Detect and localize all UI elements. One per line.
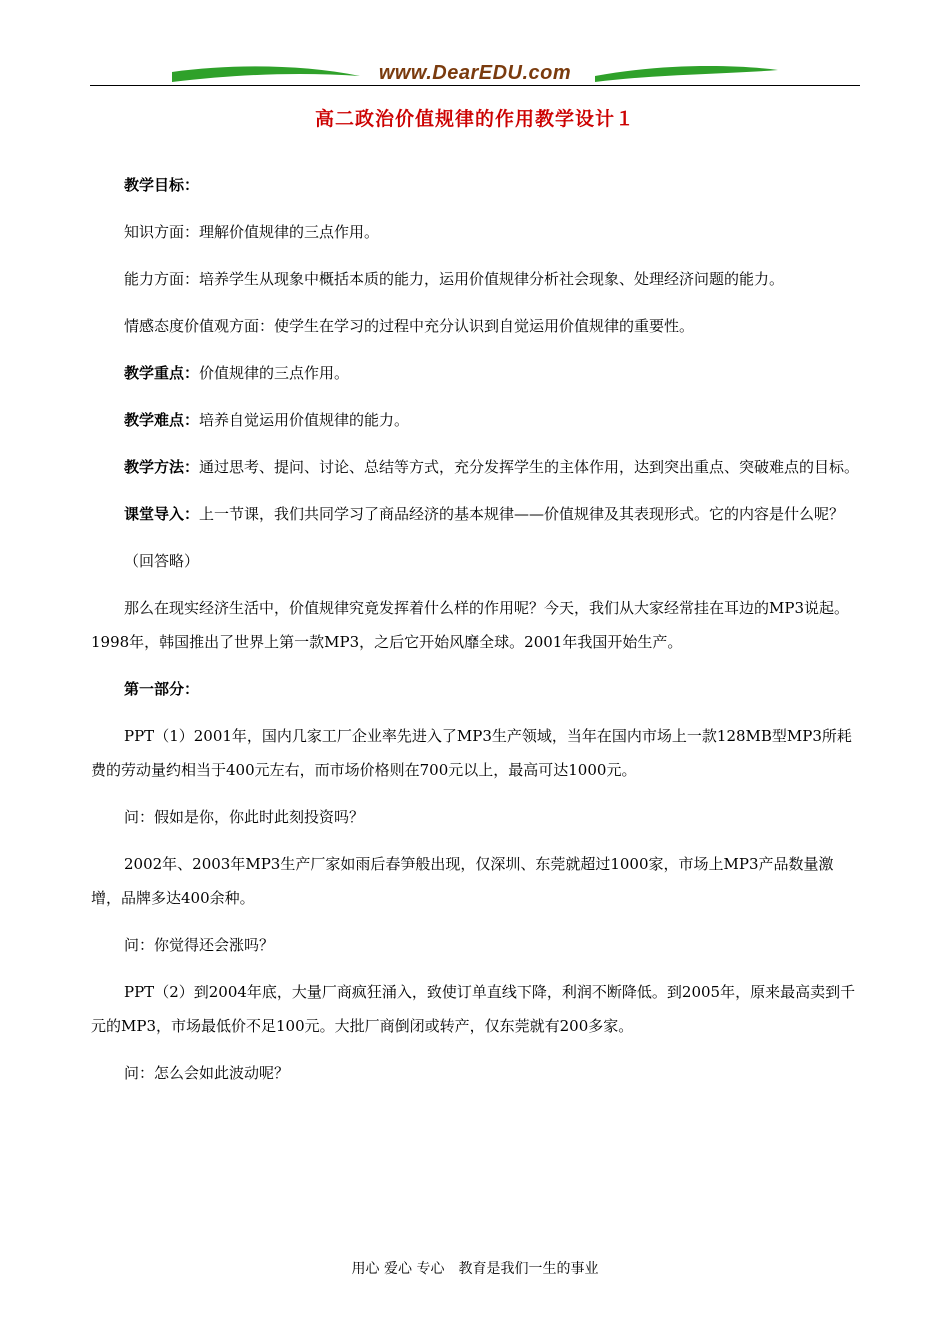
paragraph: [91, 497, 861, 531]
paragraph: [91, 847, 861, 915]
right-swoosh: [595, 66, 778, 82]
paragraph: [91, 168, 861, 202]
logo-text: www.DearEDU.com: [378, 62, 572, 84]
paragraph: [91, 403, 861, 437]
paragraph-label: 教学难点：: [124, 411, 200, 429]
paragraph-text: 能力方面：培养学生从现象中概括本质的能力，运用价值规律分析社会现象、处理经济问题的能力。: [124, 270, 785, 288]
paragraph: [91, 450, 861, 484]
paragraph-text: 知识方面：理解价值规律的三点作用。: [124, 223, 380, 241]
paragraph-text: 上一节课，我们共同学习了商品经济的基本规律——价值规律及其表现形式。它的内容是什么呢？: [199, 505, 845, 523]
page-title: 高二政治价值规律的作用教学设计１: [314, 108, 635, 130]
paragraph: [91, 309, 861, 343]
paragraph-text: 那么在现实经济生活中，价值规律究竟发挥着什么样的作用呢？今天，我们从大家经常挂在耳边的MP3说起。1998年，韩国推出了世界上第一款MP3，之后它开始风靡全球。2001年我国开始生产。: [91, 599, 849, 651]
left-swoosh: [172, 66, 360, 82]
paragraph-text: 问：你觉得还会涨吗？: [124, 936, 275, 954]
paragraph: [91, 544, 861, 578]
paragraph: [91, 800, 861, 834]
paragraph-text: 问：怎么会如此波动呢？: [124, 1064, 290, 1082]
paragraph-text: 2002年、2003年MP3生产厂家如雨后春笋般出现，仅深圳、东莞就超过1000家，市场上MP3产品数量激增，品牌多达400余种。: [91, 855, 834, 907]
paragraph: [91, 262, 861, 296]
document-body: [91, 168, 861, 1090]
paragraph: [91, 356, 861, 390]
paragraph: [91, 975, 861, 1043]
paragraph-label: 教学方法：: [124, 458, 200, 476]
paragraph-label: 课堂导入：: [124, 505, 200, 523]
paragraph-text: 价值规律的三点作用。: [199, 364, 350, 382]
paragraph-label: 教学重点：: [124, 364, 200, 382]
paragraph-text: 通过思考、提问、讨论、总结等方式，充分发挥学生的主体作用，达到突出重点、突破难点的目标。: [199, 458, 860, 476]
paragraph: [91, 928, 861, 962]
paragraph: [91, 1056, 861, 1090]
paragraph-text: PPT（2）到2004年底，大量厂商疯狂涌入，致使订单直线下降，利润不断降低。到2005年，原来最高卖到千元的MP3，市场最低价不足100元。大批厂商倒闭或转产，仅东莞就有200多家。: [91, 983, 856, 1035]
paragraph-label: 第一部分：: [124, 680, 200, 698]
paragraph-label: 教学目标：: [124, 176, 200, 194]
paragraph-text: 问：假如是你，你此时此刻投资吗？: [124, 808, 365, 826]
paragraph: [91, 719, 861, 787]
footer-slogan: 用心 爱心 专心 教育是我们一生的事业: [351, 1261, 599, 1277]
paragraph-text: （回答略）: [124, 552, 200, 570]
site-logo[interactable]: [170, 60, 780, 92]
paragraph: [91, 672, 861, 706]
paragraph: [91, 215, 861, 249]
paragraph-text: 情感态度价值观方面：使学生在学习的过程中充分认识到自觉运用价值规律的重要性。: [124, 317, 695, 335]
paragraph: [91, 591, 861, 659]
paragraph-text: 培养自觉运用价值规律的能力。: [199, 411, 410, 429]
paragraph-text: PPT（1）2001年，国内几家工厂企业率先进入了MP3生产领域，当年在国内市场上一款128MB型MP3所耗费的劳动量约相当于400元左右，而市场价格则在700元以上，最高可达1000元。: [91, 727, 852, 779]
